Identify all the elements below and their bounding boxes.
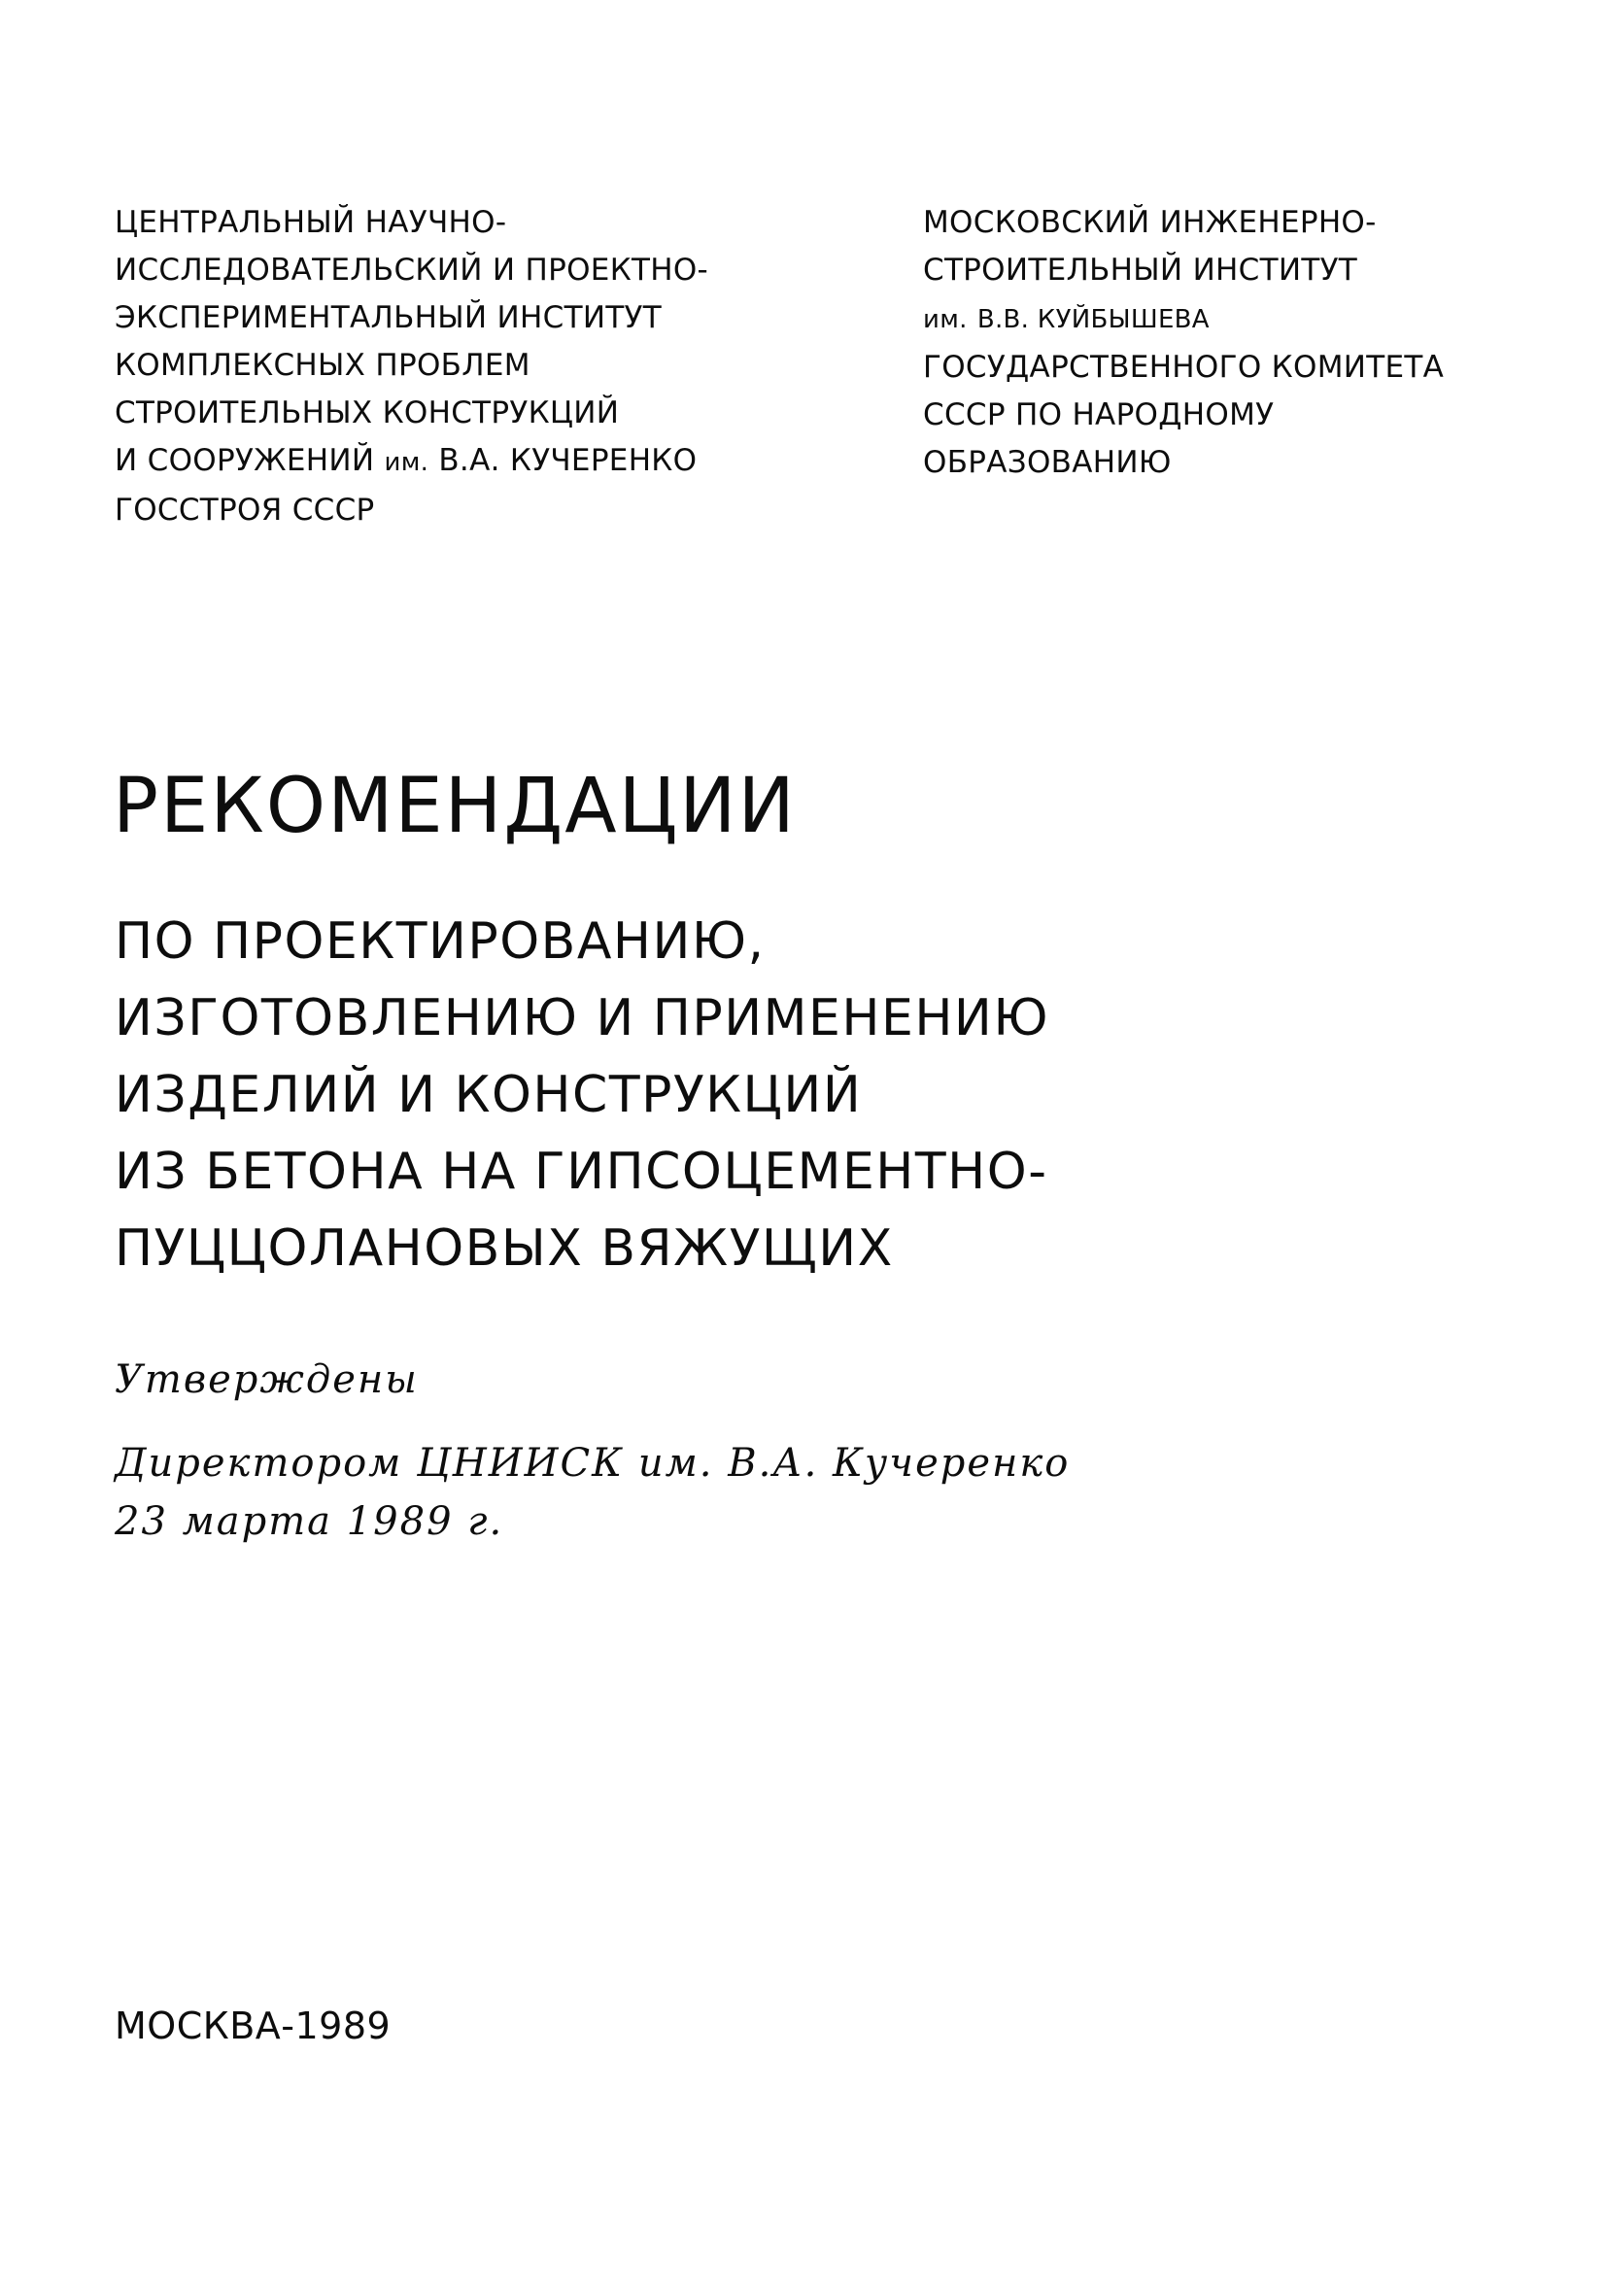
approval-date: 23 марта 1989 г.: [115, 1499, 504, 1544]
left-org-line: КОМПЛЕКСНЫХ ПРОБЛЕМ: [115, 348, 530, 383]
approved-by: Директором ЦНИИСК им. В.А. Кучеренко: [115, 1441, 1071, 1486]
subtitle-line: ИЗ БЕТОНА НА ГИПСОЦЕМЕНТНО-: [115, 1143, 1048, 1201]
left-org-line: ЦЕНТРАЛЬНЫЙ НАУЧНО-: [115, 205, 507, 240]
document-title: РЕКОМЕНДАЦИИ: [113, 763, 797, 850]
right-org-line: ОБРАЗОВАНИЮ: [923, 445, 1172, 480]
document-subtitle: [115, 904, 1049, 1287]
left-organization: [115, 199, 708, 534]
right-org-line: ГОСУДАРСТВЕННОГО КОМИТЕТА: [923, 350, 1445, 385]
left-org-line: ИССЛЕДОВАТЕЛЬСКИЙ И ПРОЕКТНО-: [115, 253, 709, 288]
subtitle-line: ИЗДЕЛИЙ И КОНСТРУКЦИЙ: [115, 1066, 863, 1124]
right-org-im-abbrev: им.: [923, 305, 968, 334]
approved-label: Утверждены: [115, 1357, 419, 1402]
publication-city-year: МОСКВА-1989: [115, 2005, 392, 2047]
right-org-line: СССР ПО НАРОДНОМУ: [923, 397, 1275, 432]
left-org-line-part: И СООРУЖЕНИЙ: [115, 443, 375, 478]
subtitle-line: ПО ПРОЕКТИРОВАНИЮ,: [115, 912, 766, 971]
left-org-im-abbrev: им.: [384, 448, 429, 477]
right-org-line: СТРОИТЕЛЬНЫЙ ИНСТИТУТ: [923, 253, 1358, 288]
left-org-line: СТРОИТЕЛЬНЫХ КОНСТРУКЦИЙ: [115, 395, 620, 430]
subtitle-line: ИЗГОТОВЛЕНИЮ И ПРИМЕНЕНИЮ: [115, 989, 1049, 1047]
right-organization: [923, 199, 1444, 487]
right-org-line: МОСКОВСКИЙ ИНЖЕНЕРНО-: [923, 205, 1377, 240]
left-org-line-part: В.А. КУЧЕРЕНКО: [438, 443, 698, 478]
right-org-line: [923, 294, 1444, 344]
left-org-line: ЭКСПЕРИМЕНТАЛЬНЫЙ ИНСТИТУТ: [115, 300, 662, 335]
left-org-line: ГОССТРОЯ СССР: [115, 493, 375, 528]
subtitle-line: ПУЦЦОЛАНОВЫХ ВЯЖУЩИХ: [115, 1219, 894, 1278]
left-org-line: [115, 437, 708, 487]
right-org-line-part: В.В. КУЙБЫШЕВА: [976, 305, 1210, 334]
approval-block: [115, 1351, 1070, 1551]
